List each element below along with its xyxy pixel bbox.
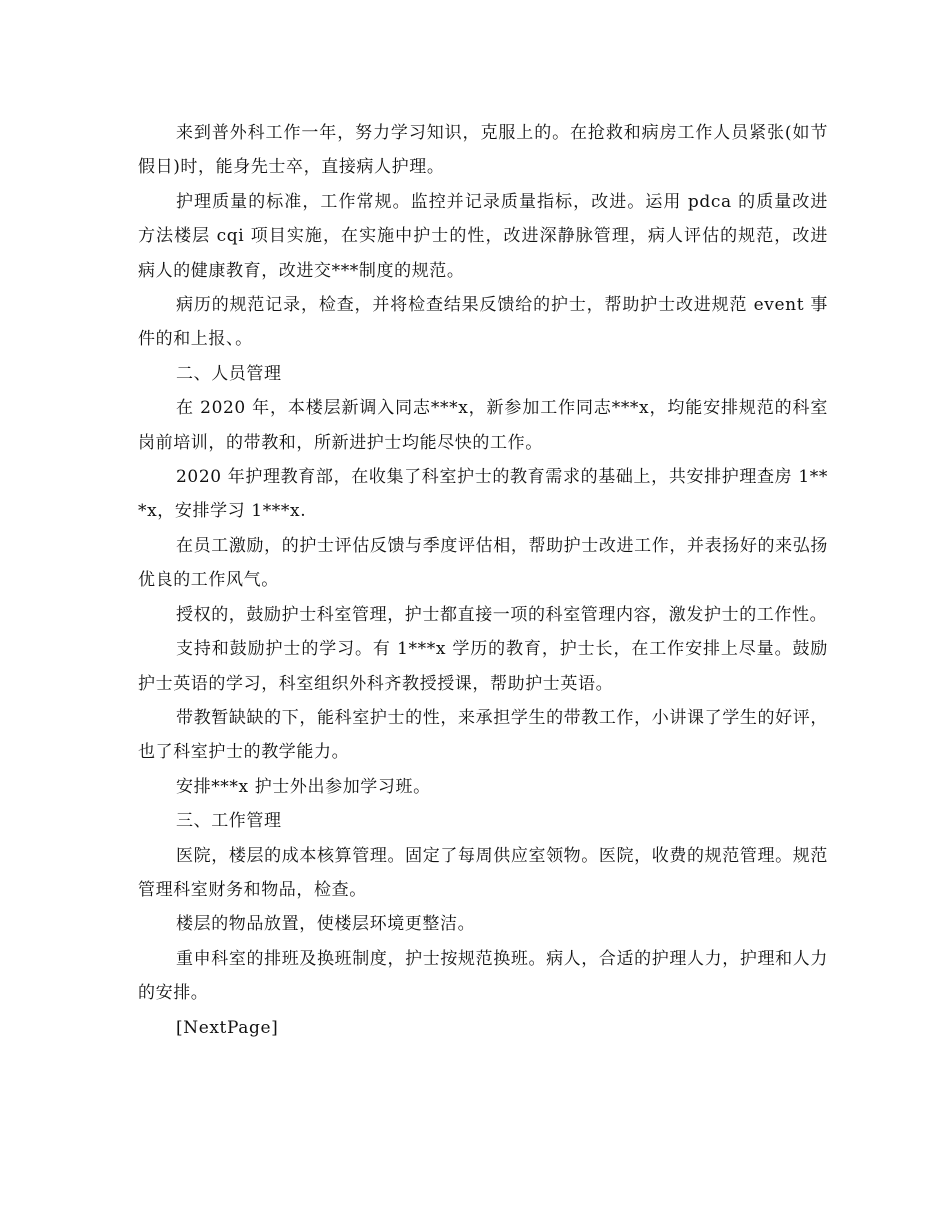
paragraph: 护理质量的标准，工作常规。监控并记录质量指标，改进。运用 pdca 的质量改进方法楼层 cqi 项目实施，在实施中护士的性，改进深静脉管理，病人评估的规范，改进病人的健康教育，改进交***制度的规范。: [138, 191, 828, 281]
paragraph: 支持和鼓励护士的学习。有 1***x 学历的教育，护士长，在工作安排上尽量。鼓励护士英语的学习，科室组织外科齐教授授课，帮助护士英语。: [138, 639, 828, 694]
page-break-marker: [NextPage]: [176, 1017, 279, 1038]
paragraph: 重申科室的排班及换班制度，护士按规范换班。病人，合适的护理人力，护理和人力的安排。: [138, 948, 828, 1004]
document-body: [138, 116, 828, 1045]
paragraph: 安排***x 护士外出参加学习班。: [176, 776, 431, 797]
paragraph: 2020 年护理教育部，在收集了科室护士的教育需求的基础上，共安排护理查房 1***x，安排学习 1***x.: [138, 467, 828, 522]
section-heading: 二、人员管理: [176, 363, 282, 384]
paragraph: 医院，楼层的成本核算管理。固定了每周供应室领物。医院，收费的规范管理。规范管理科室财务和物品，检查。: [138, 845, 828, 900]
paragraph: 带教暂缺缺的下，能科室护士的性，来承担学生的带教工作，小讲课了学生的好评，也了科室护士的教学能力。: [138, 707, 828, 763]
paragraph: 授权的，鼓励护士科室管理，护士都直接一项的科室管理内容，激发护士的工作性。: [176, 604, 828, 625]
paragraph: 在 2020 年，本楼层新调入同志***x，新参加工作同志***x，均能安排规范的科室岗前培训，的带教和，所新进护士均能尽快的工作。: [138, 398, 828, 453]
paragraph: 病历的规范记录，检查，并将检查结果反馈给的护士，帮助护士改进规范 event 事件的和上报、。: [138, 295, 828, 350]
paragraph: 来到普外科工作一年，努力学习知识，克服上的。在抢救和病房工作人员紧张(如节假日)时，能身先士卒，直接病人护理。: [138, 123, 828, 178]
paragraph: 楼层的物品放置，使楼层环境更整洁。: [176, 914, 476, 935]
section-heading: 三、工作管理: [176, 811, 282, 832]
paragraph: 在员工激励，的护士评估反馈与季度评估相，帮助护士改进工作，并表扬好的来弘扬优良的工作风气。: [138, 535, 828, 591]
